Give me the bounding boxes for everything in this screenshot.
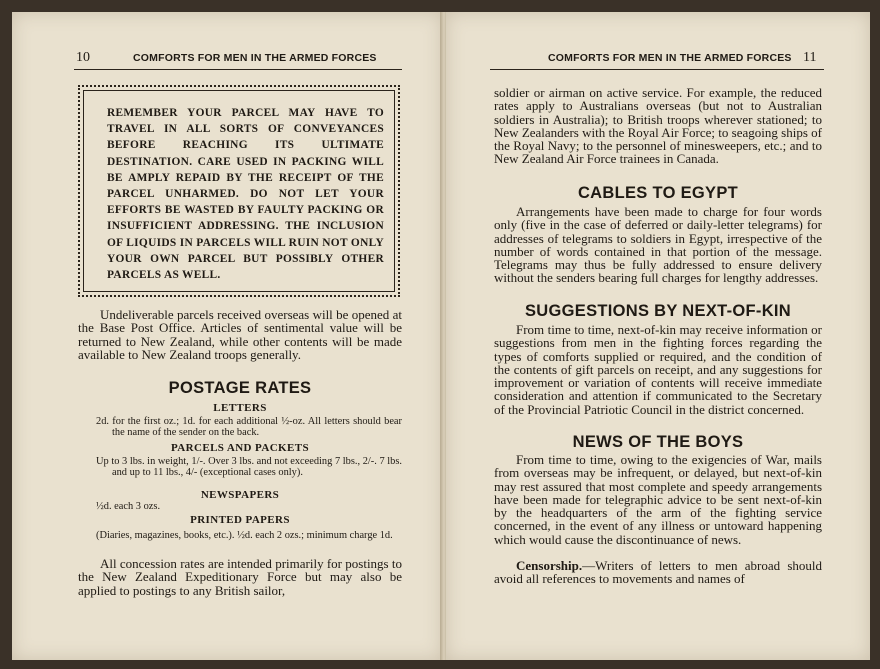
suggestions-paragraph	[494, 323, 822, 416]
header-rule	[74, 69, 402, 70]
suggestions-text: From time to time, next-of-kin may receive information or suggestions from men in the fighting forces regarding the types of comforts supplied or required, and the condition of the contents of gift parcels on receipt, and any suggestions for improvement or variation of contents will receive immediate consideration and attention if communicated to the Secretary of the Provincial Patriotic Council in the district concerned.	[494, 322, 822, 417]
undeliverable-text: Undeliverable parcels received overseas will be opened at the Base Post Office. Articles of sentimental value will be returned to New Zealand, while other contents will be made available to New Zealand troops generally.	[78, 307, 402, 362]
censorship-lead: Censorship.	[516, 558, 583, 573]
newspapers-heading: NEWSPAPERS	[200, 489, 280, 501]
running-head: COMFORTS FOR MEN IN THE ARMED FORCES	[133, 52, 377, 64]
news-paragraph	[494, 453, 822, 546]
censorship-line	[494, 559, 822, 586]
parcels-rates	[96, 456, 402, 478]
left-page	[12, 12, 442, 660]
continued-text: soldier or airman on active service. For example, the reduced rates apply to Australians overseas (but not to Australian soldiers in Australia); to British troops wherever stationed; to New Zealanders with the Royal Air Force; to seagoing ships of the Royal Navy; to the personnel of minesweepers, etc.; and to New Zealand Air Force trainees in Canada.	[494, 85, 822, 167]
page-number: 11	[803, 50, 817, 65]
packing-notice-box	[78, 85, 400, 297]
parcels-heading: PARCELS AND PACKETS	[171, 442, 309, 454]
news-text: From time to time, owing to the exigencies of War, mails from overseas may be infrequent, or delayed, but next-of-kin may rest assured that most complete and speedy arrangements have been made for telegraphic advice to be sent next-of-kin by the headquarters of the arm of the fighting service concerned, in the event of any illness or untoward happening which would cause the discontinuance of news.	[494, 452, 822, 547]
header-rule	[490, 69, 824, 70]
postage-rates-heading: POSTAGE RATES	[168, 379, 312, 397]
newspapers-text: ½d. each 3 ozs.	[96, 501, 161, 512]
concession-text: All concession rates are intended primarily for postings to the New Zealand Expeditionary Force but may also be applied to postings to any British sailor,	[78, 556, 402, 598]
cables-paragraph	[494, 205, 822, 285]
right-page	[446, 12, 870, 660]
continued-paragraph	[494, 86, 822, 166]
letters-text: 2d. for the first oz.; 1d. for each additional ½-oz. All letters should bear the name of the sender on the back.	[96, 416, 402, 439]
page-number: 10	[76, 50, 90, 65]
undeliverable-paragraph	[78, 308, 402, 361]
printed-papers-text: (Diaries, magazines, books, etc.). ½d. each 2 ozs.; minimum charge 1d.	[96, 530, 393, 541]
packing-notice: REMEMBER YOUR PARCEL MAY HAVE TO TRAVEL IN ALL SORTS OF CONVEYANCES BEFORE REACHING ITS ULTIMATE DESTINATION. CARE USED IN PACKING WILL BE AMPLY REPAID BY THE RECEIPT OF THE PARCEL UNHARMED. DO NOT LET YOUR EFFORTS BE WASTED BY FAULTY PACKING OR INSUFFICIENT ADDRESSING. THE INCLUSION OF LIQUIDS IN PARCELS WILL RUIN NOT ONLY YOUR OWN PARCEL BUT POSSIBLY OTHER PARCELS AS WELL.	[83, 90, 395, 292]
censorship-paragraph	[494, 559, 822, 586]
printed-papers-rates	[96, 530, 402, 541]
censorship-text: —Writers of letters to men abroad should avoid all references to movements and names of	[494, 558, 822, 587]
cables-heading: CABLES TO EGYPT	[577, 184, 739, 202]
printed-papers-heading: PRINTED PAPERS	[190, 514, 290, 526]
letters-heading: LETTERS	[213, 402, 267, 414]
running-head: COMFORTS FOR MEN IN THE ARMED FORCES	[548, 52, 792, 64]
concession-paragraph	[78, 557, 402, 597]
cables-text: Arrangements have been made to charge for four words only (five in the case of deferred or daily-letter telegrams) for addresses of telegrams to soldiers in Egypt, irrespective of the number of words contained in that portion of the message. Telegrams may thus be fully addressed to ensure delivery without the senders bearing full charges for lengthy addresses.	[494, 204, 822, 286]
letters-rates	[96, 416, 402, 438]
parcels-text: Up to 3 lbs. in weight, 1/-. Over 3 lbs. and not exceeding 7 lbs., 2/-. 7 lbs. and up to 11 lbs., 4/- (exceptional cases only).	[96, 456, 402, 479]
news-heading: NEWS OF THE BOYS	[572, 433, 744, 451]
suggestions-heading: SUGGESTIONS BY NEXT-OF-KIN	[524, 302, 792, 320]
